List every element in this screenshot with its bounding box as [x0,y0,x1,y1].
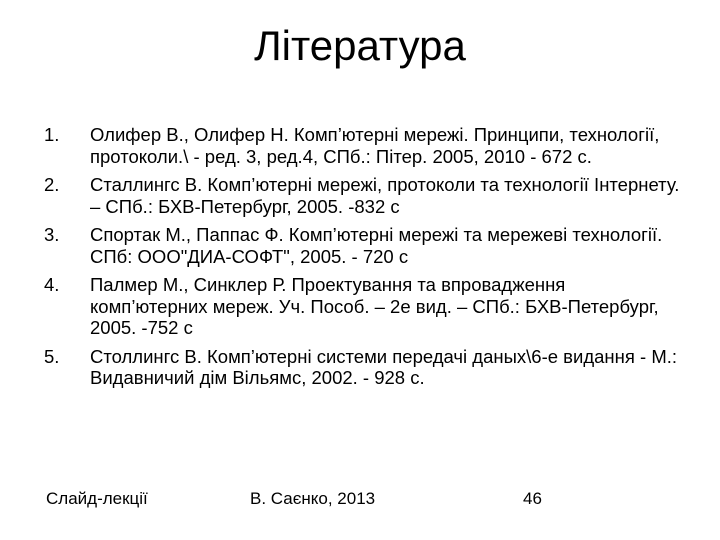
reference-number: 3. [44,224,60,245]
slide-title: Література [254,22,466,69]
footer-course-label: Слайд-лекції [46,489,148,508]
reference-item [44,174,684,217]
reference-number: 5. [44,345,60,367]
reference-number: 2. [44,174,60,195]
reference-text: Палмер М., Синклер Р. Проектування та впровадження комп’ютерних мереж. Уч. Пособ. – 2е вид. – СПб.: БХВ-Петербург, 2005. -752 с [90,274,659,338]
reference-text: Олифер В., Олифер Н. Комп’ютерні мережі. Принципи, технології, протоколи.\ - ред. 3, ред.4, СПб.: Пітер. 2005, 2010 - 672 с. [90,124,660,167]
reference-item [44,224,684,267]
reference-text: Столлингс В. Комп’ютерні системи передачі даных\6-е видання - М.: Видавничий дім Вільямс, 2002. - 928 с. [90,345,678,388]
reference-item [44,346,684,389]
reference-number: 1. [44,124,60,145]
reference-text: Сталлингс В. Комп’ютерні мережі, протоколи та технології Інтернету. – СПб.: БХВ-Петербург, 2005. -832 с [90,174,680,217]
reference-number: 4. [44,274,60,295]
reference-list [44,124,684,396]
footer-author: В. Саєнко, 2013 [250,489,376,508]
footer-page-number: 46 [523,489,542,508]
reference-item [44,124,684,167]
reference-text: Спортак М., Паппас Ф. Комп’ютерні мережі та мережеві технології. СПб: ООО"ДИА-СОФТ", 2005. - 720 с [90,224,663,267]
reference-item [44,274,684,339]
